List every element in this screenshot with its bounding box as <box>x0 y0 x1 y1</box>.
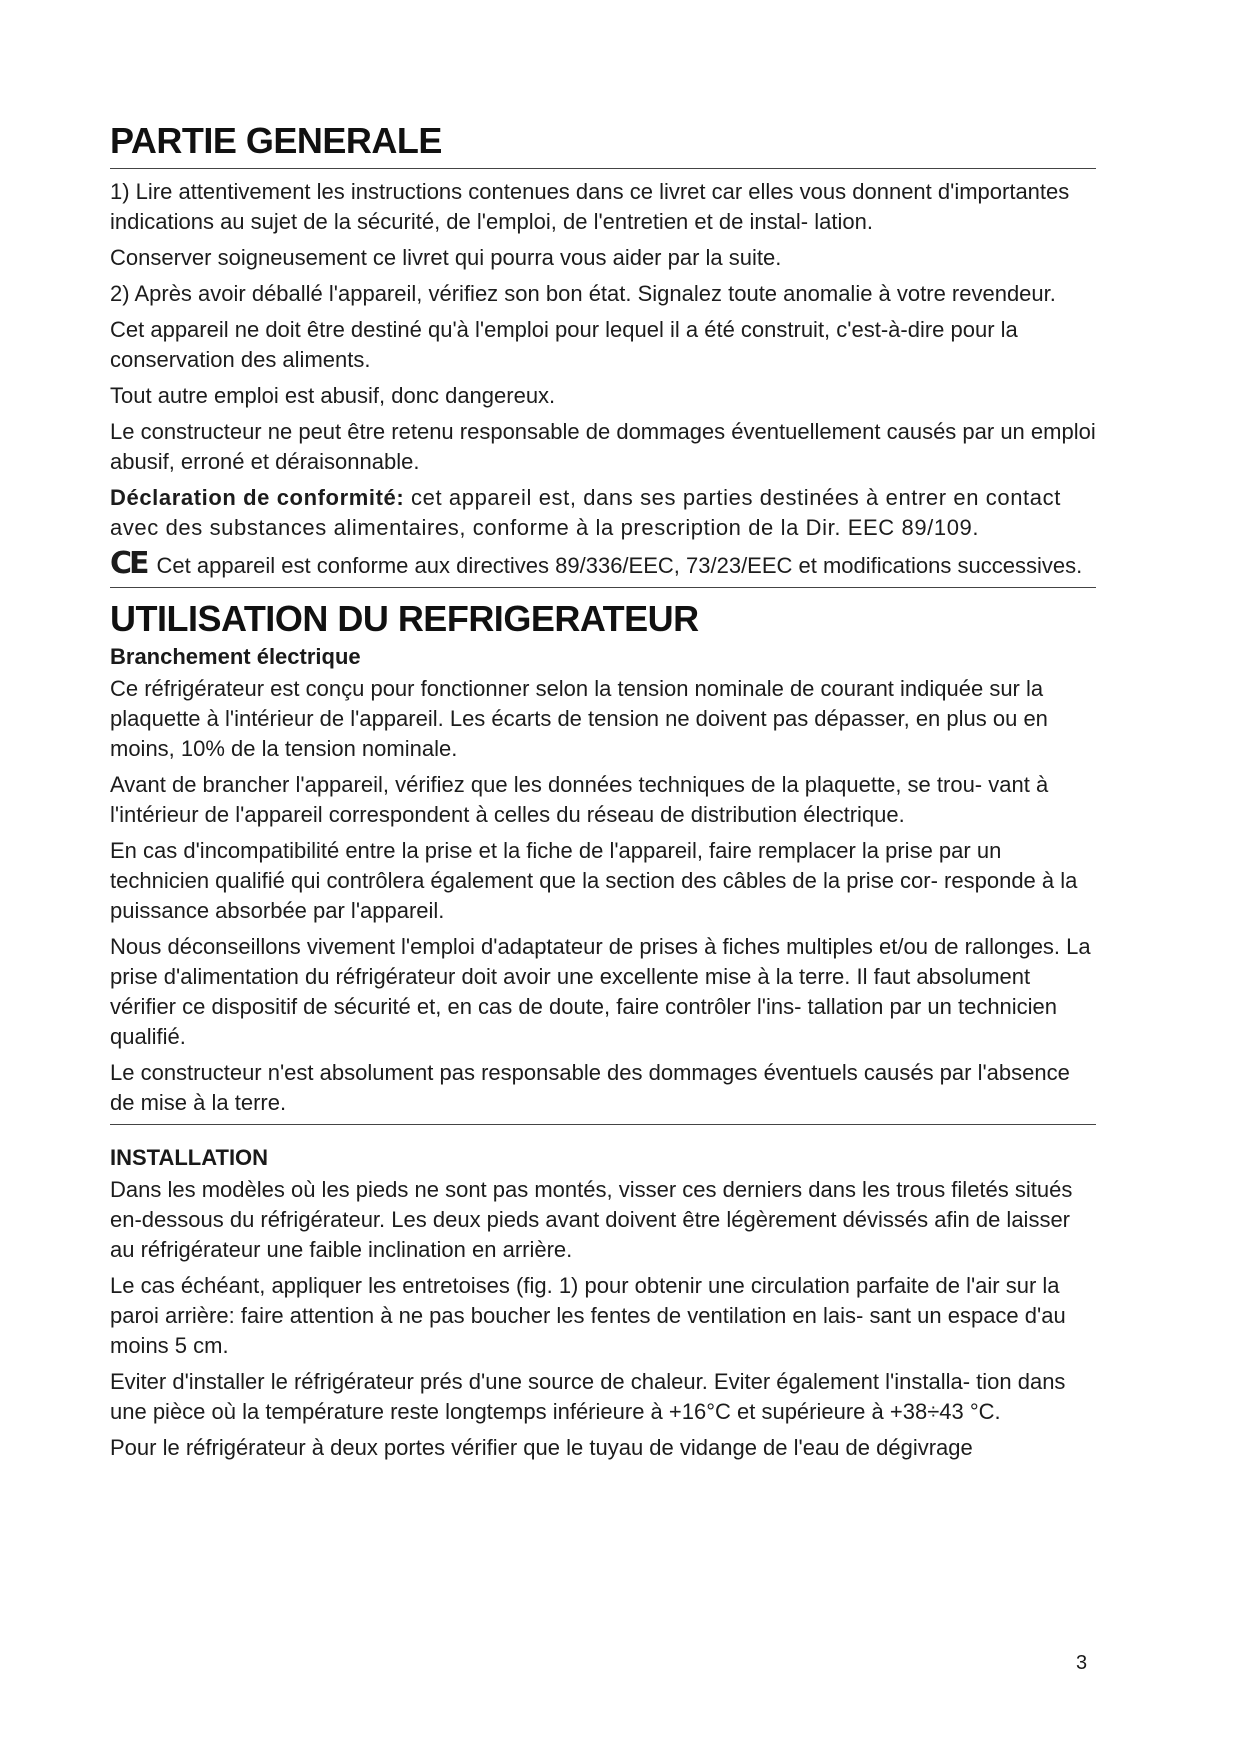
paragraph: Le cas échéant, appliquer les entretoises (fig. 1) pour obtenir une circulation parfaite de l'air sur la paroi arrière: faire attention à ne pas boucher les fentes de ventilation en lais- sant un espace d'au moins 5 cm. <box>110 1273 1066 1358</box>
declaration-label: Déclaration de conformité: <box>110 485 405 510</box>
declaration-text: cet appareil est, dans ses parties destinées à entrer en contact avec des substances alimentaires, conforme à la prescription de la Dir. EEC 89/109. <box>110 485 1061 540</box>
ce-text: Cet appareil est conforme aux directives 89/336/EEC, 73/23/EEC et modifications successives. <box>156 553 1083 578</box>
paragraph: Ce réfrigérateur est conçu pour fonctionner selon la tension nominale de courant indiquée sur la plaquette à l'intérieur de l'appareil. Les écarts de tension ne doivent pas dépasser, en plus ou en moins, 10% de la tension nominale. <box>110 676 1048 761</box>
paragraph: Pour le réfrigérateur à deux portes vérifier que le tuyau de vidange de l'eau de dégivrage <box>110 1435 973 1460</box>
divider <box>110 1124 1096 1125</box>
paragraph: Eviter d'installer le réfrigérateur prés d'une source de chaleur. Eviter également l'installa- tion dans une pièce où la température reste longtemps inférieure à +16°C et supérieure à +38÷43 °C. <box>110 1369 1066 1424</box>
divider <box>110 587 1096 588</box>
declaration-paragraph <box>110 483 1096 543</box>
paragraph: Tout autre emploi est abusif, donc dangereux. <box>110 383 556 408</box>
paragraph: Nous déconseillons vivement l'emploi d'adaptateur de prises à fiches multiples et/ou de rallonges. La prise d'alimentation du réfrigérateur doit avoir une excellente mise à la terre. Il faut absolument vérifier ce dispositif de sécurité et, en cas de doute, faire contrôler l'ins- tallation par un technicien qualifié. <box>110 934 1091 1049</box>
page-number: 3 <box>1076 1652 1088 1674</box>
divider <box>110 168 1096 169</box>
section-title-partie-generale: PARTIE GENERALE <box>110 120 442 161</box>
subsection-title-branchement: Branchement électrique <box>110 644 361 669</box>
subsection-title-installation: INSTALLATION <box>110 1145 269 1170</box>
paragraph: En cas d'incompatibilité entre la prise et la fiche de l'appareil, faire remplacer la prise par un technicien qualifié qui contrôlera également que la section des câbles de la prise cor- responde à la puissance absorbée par l'appareil. <box>110 838 1078 923</box>
document-page <box>110 118 1096 1469</box>
paragraph: Avant de brancher l'appareil, vérifiez que les données techniques de la plaquette, se trou- vant à l'intérieur de l'appareil correspondent à celles du réseau de distribution électrique. <box>110 772 1049 827</box>
paragraph: 2) Après avoir déballé l'appareil, vérifiez son bon état. Signalez toute anomalie à votre revendeur. <box>110 281 1056 306</box>
paragraph: Le constructeur ne peut être retenu responsable de dommages éventuellement causés par un emploi abusif, erroné et déraisonnable. <box>110 419 1096 474</box>
paragraph: 1) Lire attentivement les instructions contenues dans ce livret car elles vous donnent d'importantes indications au sujet de la sécurité, de l'emploi, de l'entretien et de instal- lation. <box>110 179 1070 234</box>
paragraph: Le constructeur n'est absolument pas responsable des dommages éventuels causés par l'absence de mise à la terre. <box>110 1060 1070 1115</box>
section-title-utilisation: UTILISATION DU REFRIGERATEUR <box>110 598 699 639</box>
paragraph: Conserver soigneusement ce livret qui pourra vous aider par la suite. <box>110 245 782 270</box>
ce-mark-icon: CE <box>110 546 147 581</box>
paragraph: Cet appareil ne doit être destiné qu'à l'emploi pour lequel il a été construit, c'est-à-dire pour la conservation des aliments. <box>110 317 1018 372</box>
paragraph: Dans les modèles où les pieds ne sont pas montés, visser ces derniers dans les trous filetés situés en-dessous du réfrigérateur. Les deux pieds avant doivent être légèrement dévissés afin de laisser au réfrigérateur une faible inclination en arrière. <box>110 1177 1073 1262</box>
ce-paragraph <box>110 546 1096 581</box>
